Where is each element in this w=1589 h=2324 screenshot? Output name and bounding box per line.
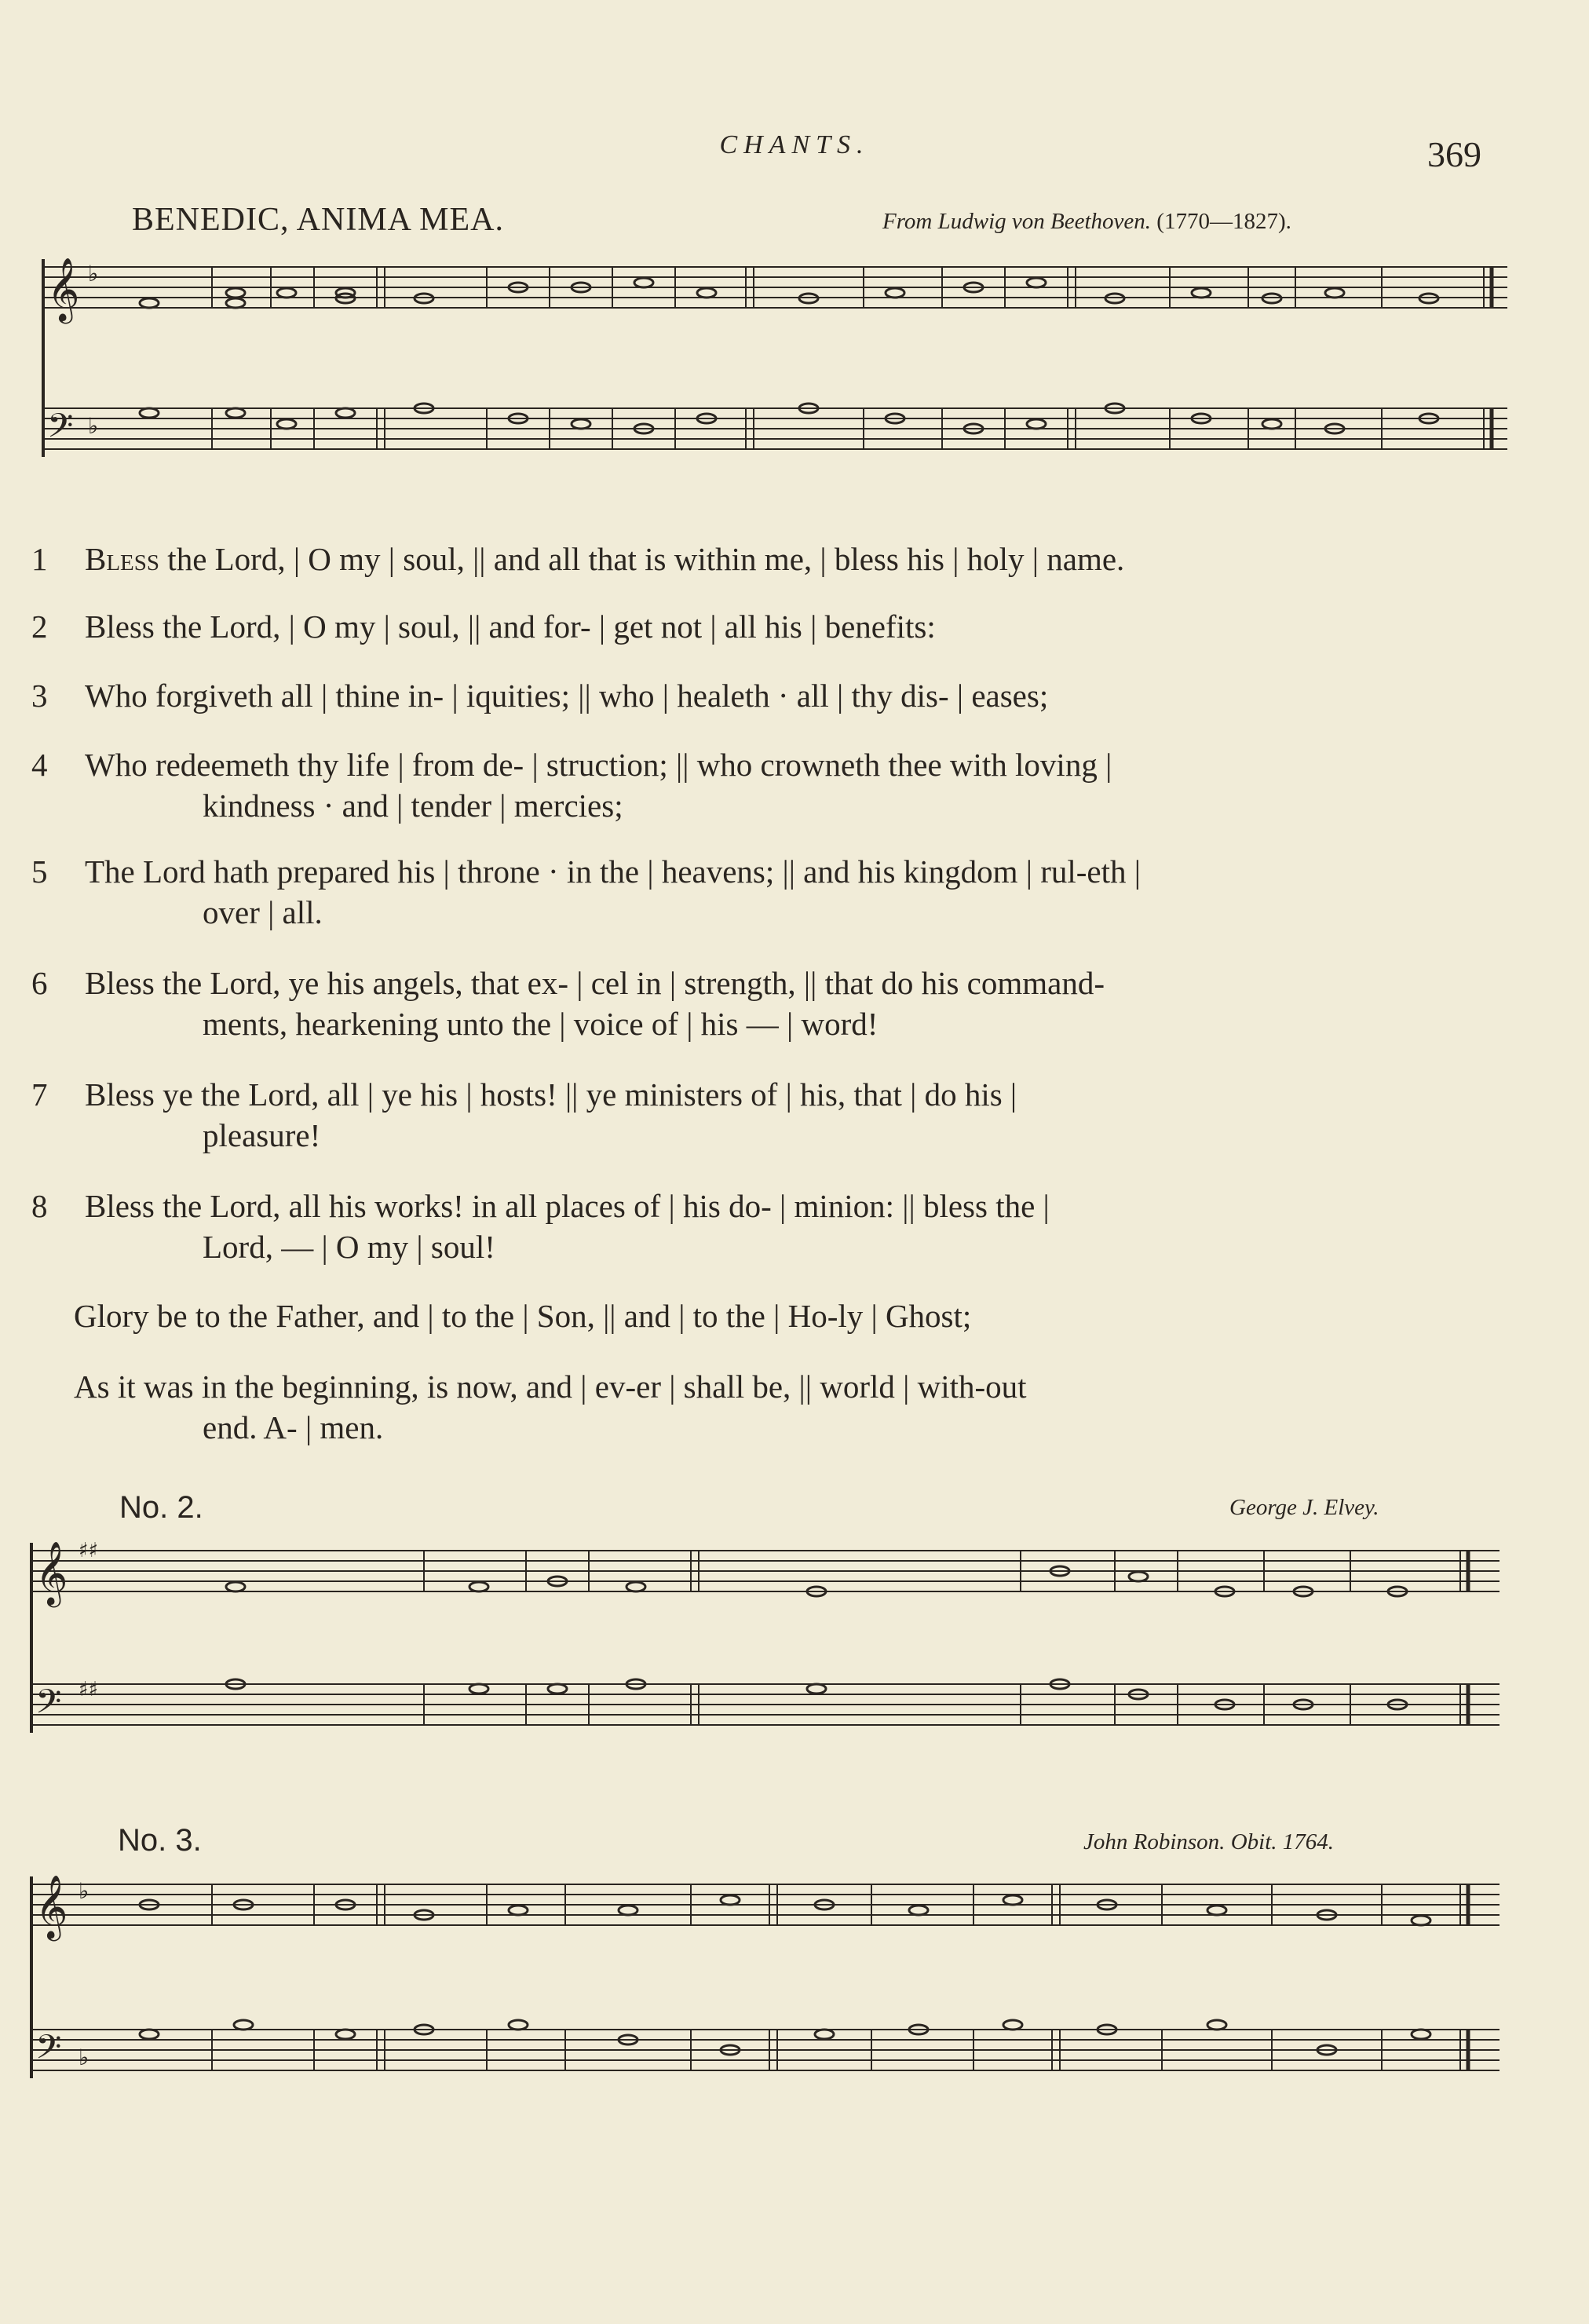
verse-number: 4 <box>31 747 48 783</box>
doxology-text: Glory be to the Father, and | to the | Son, || and | to the | Ho-ly | Ghost; <box>74 1298 972 1334</box>
verse-number: 3 <box>31 678 48 714</box>
verse-number: 8 <box>31 1188 48 1224</box>
verse-number: 1 <box>31 541 48 577</box>
verse-line: The Lord hath prepared his | throne · in the | heavens; || and his kingdom | rul-eth | <box>85 853 1141 890</box>
doxology-text: As it was in the beginning, is now, and | ev-er | shall be, || world | with-out <box>74 1368 1027 1405</box>
svg-text:𝄞: 𝄞 <box>47 257 80 321</box>
page-number: 369 <box>1427 134 1481 174</box>
svg-text:♭: ♭ <box>88 261 99 287</box>
verse-number: 5 <box>31 853 48 890</box>
svg-text:𝄢: 𝄢 <box>47 407 74 454</box>
verse-continuation: over | all. <box>203 894 323 930</box>
verse-number: 7 <box>31 1076 48 1113</box>
verse-line: Who forgiveth all | thine in- | iquities; || who | healeth · all | thy dis- | eases; <box>85 678 1049 714</box>
composer-years: (1770—1827). <box>1156 209 1291 234</box>
verse-line: Who redeemeth thy life | from de- | struction; || who crowneth thee with loving | <box>85 747 1112 783</box>
svg-text:𝄞: 𝄞 <box>35 1540 68 1605</box>
doxology-continuation: end. A- | men. <box>203 1409 384 1445</box>
svg-text:♭: ♭ <box>79 2044 89 2070</box>
chant-2-score <box>0 1535 1589 1763</box>
music-notation-1 <box>0 251 1589 487</box>
composer-obit: Obit. 1764. <box>1230 1829 1334 1854</box>
svg-text:𝄢: 𝄢 <box>35 2028 62 2075</box>
chant-2-composer: George J. Elvey. <box>1229 1495 1379 1520</box>
verse-number: 6 <box>31 965 48 1001</box>
verse-continuation: Lord, — | O my | soul! <box>203 1229 495 1265</box>
verse-continuation: kindness · and | tender | mercies; <box>203 787 623 824</box>
chant-2-label: No. 2. <box>119 1490 203 1525</box>
verse-continuation: pleasure! <box>203 1117 321 1153</box>
svg-text:𝄢: 𝄢 <box>35 1683 62 1730</box>
svg-text:♯♯: ♯♯ <box>79 1539 99 1562</box>
running-title: CHANTS. <box>719 130 870 159</box>
chant-3-score <box>0 1869 1589 2104</box>
composer-name: From Ludwig von Beethoven. <box>882 209 1152 234</box>
composer-name: John Robinson. <box>1083 1829 1226 1854</box>
verse-text: the Lord, | O my | soul, || and all that is within me, | bless his | holy | name. <box>159 541 1125 577</box>
chant-3-composer <box>1083 1829 1334 1855</box>
verse-line: Bless the Lord, ye his angels, that ex- | cel in | strength, || that do his command- <box>85 965 1105 1001</box>
svg-text:♭: ♭ <box>79 1878 89 1904</box>
chant-composer <box>882 209 1291 235</box>
chant-title: BENEDIC, ANIMA MEA. <box>132 202 505 238</box>
verse-line <box>85 539 1124 579</box>
chant-1-score <box>0 251 1589 487</box>
verse-number: 2 <box>31 608 48 645</box>
svg-text:𝄞: 𝄞 <box>35 1874 68 1938</box>
svg-text:♯♯: ♯♯ <box>79 1678 99 1701</box>
verse-continuation: ments, hearkening unto the | voice of | his — | word! <box>203 1006 879 1042</box>
verse-line: Bless ye the Lord, all | ye his | hosts! || ye ministers of | his, that | do his | <box>85 1076 1017 1113</box>
verse-line: Bless the Lord, | O my | soul, || and for- | get not | all his | benefits: <box>85 608 936 645</box>
verse-initial-word: Bless <box>85 541 160 577</box>
music-notation-3 <box>0 1869 1589 2104</box>
chant-3-label: No. 3. <box>118 1823 202 1858</box>
music-notation-2 <box>0 1535 1589 1763</box>
svg-text:♭: ♭ <box>88 413 99 439</box>
verse-line: Bless the Lord, all his works! in all places of | his do- | minion: || bless the | <box>85 1188 1050 1224</box>
